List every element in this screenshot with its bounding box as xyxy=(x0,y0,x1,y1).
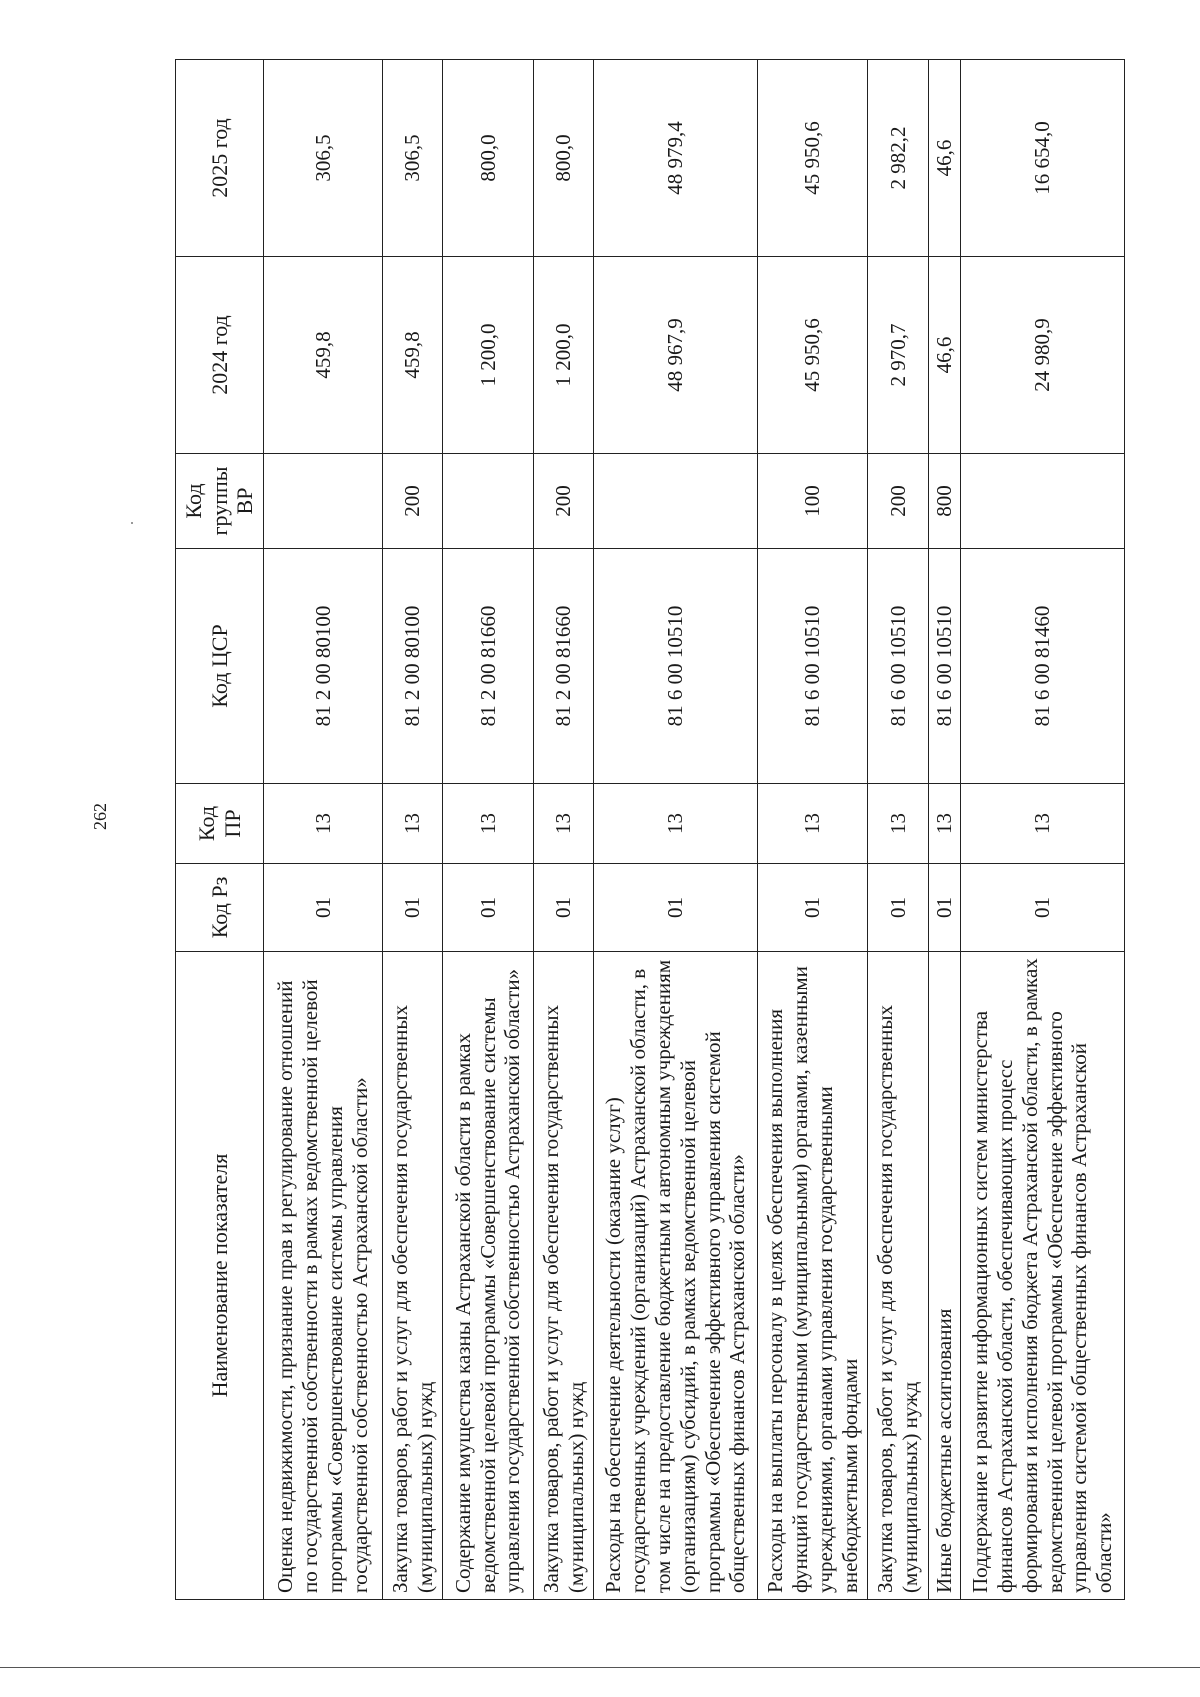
row-csr: 81 6 00 10510 xyxy=(928,549,960,784)
row-pr: 13 xyxy=(758,784,868,864)
row-2024: 46,6 xyxy=(928,257,960,454)
row-2024: 48 967,9 xyxy=(594,257,758,454)
row-vr: 800 xyxy=(928,454,960,549)
row-csr: 81 2 00 80100 xyxy=(264,549,383,784)
row-2025: 800,0 xyxy=(533,60,593,257)
table-row xyxy=(594,60,758,1600)
row-pr: 13 xyxy=(961,784,1125,864)
row-csr: 81 6 00 10510 xyxy=(868,549,928,784)
row-2025: 16 654,0 xyxy=(961,60,1125,257)
row-vr: 100 xyxy=(758,454,868,549)
row-rz: 01 xyxy=(758,864,868,952)
table-row xyxy=(928,60,960,1600)
row-csr: 81 2 00 80100 xyxy=(382,549,442,784)
table-row xyxy=(758,60,868,1600)
row-2024: 459,8 xyxy=(264,257,383,454)
row-pr: 13 xyxy=(443,784,534,864)
row-2024: 2 970,7 xyxy=(868,257,928,454)
table-row xyxy=(961,60,1125,1600)
page-number: 262 xyxy=(90,803,110,830)
row-rz: 01 xyxy=(928,864,960,952)
table-row xyxy=(264,60,383,1600)
header-pr: Код ПР xyxy=(176,784,264,864)
row-2024: 45 950,6 xyxy=(758,257,868,454)
row-vr xyxy=(594,454,758,549)
table-row xyxy=(382,60,442,1600)
row-rz: 01 xyxy=(533,864,593,952)
row-pr: 13 xyxy=(594,784,758,864)
row-pr: 13 xyxy=(382,784,442,864)
row-name: Расходы на выплаты персоналу в целях обеспечения выполнения функций государственными (муниципальными) органами, казенными учреждениями, органами управления государственными внебюджетными фондами xyxy=(758,952,868,1600)
row-pr: 13 xyxy=(868,784,928,864)
row-2024: 459,8 xyxy=(382,257,442,454)
row-2025: 306,5 xyxy=(382,60,442,257)
row-vr xyxy=(264,454,383,549)
budget-table xyxy=(175,59,1125,1600)
header-vr: Код группы ВР xyxy=(176,454,264,549)
row-vr: 200 xyxy=(868,454,928,549)
row-2024: 1 200,0 xyxy=(443,257,534,454)
row-csr: 81 6 00 10510 xyxy=(594,549,758,784)
row-name: Оценка недвижимости, признание прав и регулирование отношений по государственной собственности в рамках ведомственной целевой программы «Совершенствование системы управления государственной собственностью Астраханской области» xyxy=(264,952,383,1600)
row-name: Содержание имущества казны Астраханской области в рамках ведомственной целевой программы «Совершенствование системы управления государственной собственностью Астраханской области» xyxy=(443,952,534,1600)
row-csr: 81 2 00 81660 xyxy=(533,549,593,784)
header-rz: Код Рз xyxy=(176,864,264,952)
row-pr: 13 xyxy=(264,784,383,864)
row-rz: 01 xyxy=(264,864,383,952)
table-row xyxy=(533,60,593,1600)
row-vr: 200 xyxy=(382,454,442,549)
header-2024: 2024 год xyxy=(176,257,264,454)
row-rz: 01 xyxy=(594,864,758,952)
row-csr: 81 6 00 10510 xyxy=(758,549,868,784)
row-rz: 01 xyxy=(443,864,534,952)
header-csr: Код ЦСР xyxy=(176,549,264,784)
header-name: Наименование показателя xyxy=(176,952,264,1600)
row-2025: 48 979,4 xyxy=(594,60,758,257)
row-vr: 200 xyxy=(533,454,593,549)
row-rz: 01 xyxy=(868,864,928,952)
row-2025: 46,6 xyxy=(928,60,960,257)
row-name: Иные бюджетные ассигнования xyxy=(928,952,960,1600)
row-pr: 13 xyxy=(533,784,593,864)
row-rz: 01 xyxy=(382,864,442,952)
row-name: Закупка товаров, работ и услуг для обеспечения государственных (муниципальных) нужд xyxy=(868,952,928,1600)
row-2024: 24 980,9 xyxy=(961,257,1125,454)
row-name: Расходы на обеспечение деятельности (оказание услуг) государственных учреждений (организаций) Астраханской области, в том числе на предоставление бюджетным и автономным учреждениям (организациям) субсидий, в рамках ведомственной целевой программы «Обеспечение эффективного управления системой общественных финансов Астраханской области» xyxy=(594,952,758,1600)
row-2025: 2 982,2 xyxy=(868,60,928,257)
header-row xyxy=(176,60,264,1600)
row-2025: 45 950,6 xyxy=(758,60,868,257)
row-name: Поддержание и развитие информационных систем министерства финансов Астраханской области, обеспечивающих процесс формирования и исполнения бюджета Астраханской области, в рамках ведомственной целевой программы «Обеспечение эффективного управления системой общественных финансов Астраханской области» xyxy=(961,952,1125,1600)
row-pr: 13 xyxy=(928,784,960,864)
scan-speck xyxy=(131,522,133,524)
row-rz: 01 xyxy=(961,864,1125,952)
row-csr: 81 2 00 81660 xyxy=(443,549,534,784)
row-vr xyxy=(443,454,534,549)
rotated-table-wrapper xyxy=(175,60,1125,1600)
row-vr xyxy=(961,454,1125,549)
header-2025: 2025 год xyxy=(176,60,264,257)
row-2024: 1 200,0 xyxy=(533,257,593,454)
row-name: Закупка товаров, работ и услуг для обеспечения государственных (муниципальных) нужд xyxy=(382,952,442,1600)
table-row xyxy=(868,60,928,1600)
row-2025: 306,5 xyxy=(264,60,383,257)
row-csr: 81 6 00 81460 xyxy=(961,549,1125,784)
row-2025: 800,0 xyxy=(443,60,534,257)
page-bottom-rule xyxy=(0,1667,1200,1668)
row-name: Закупка товаров, работ и услуг для обеспечения государственных (муниципальных) нужд xyxy=(533,952,593,1600)
table-row xyxy=(443,60,534,1600)
